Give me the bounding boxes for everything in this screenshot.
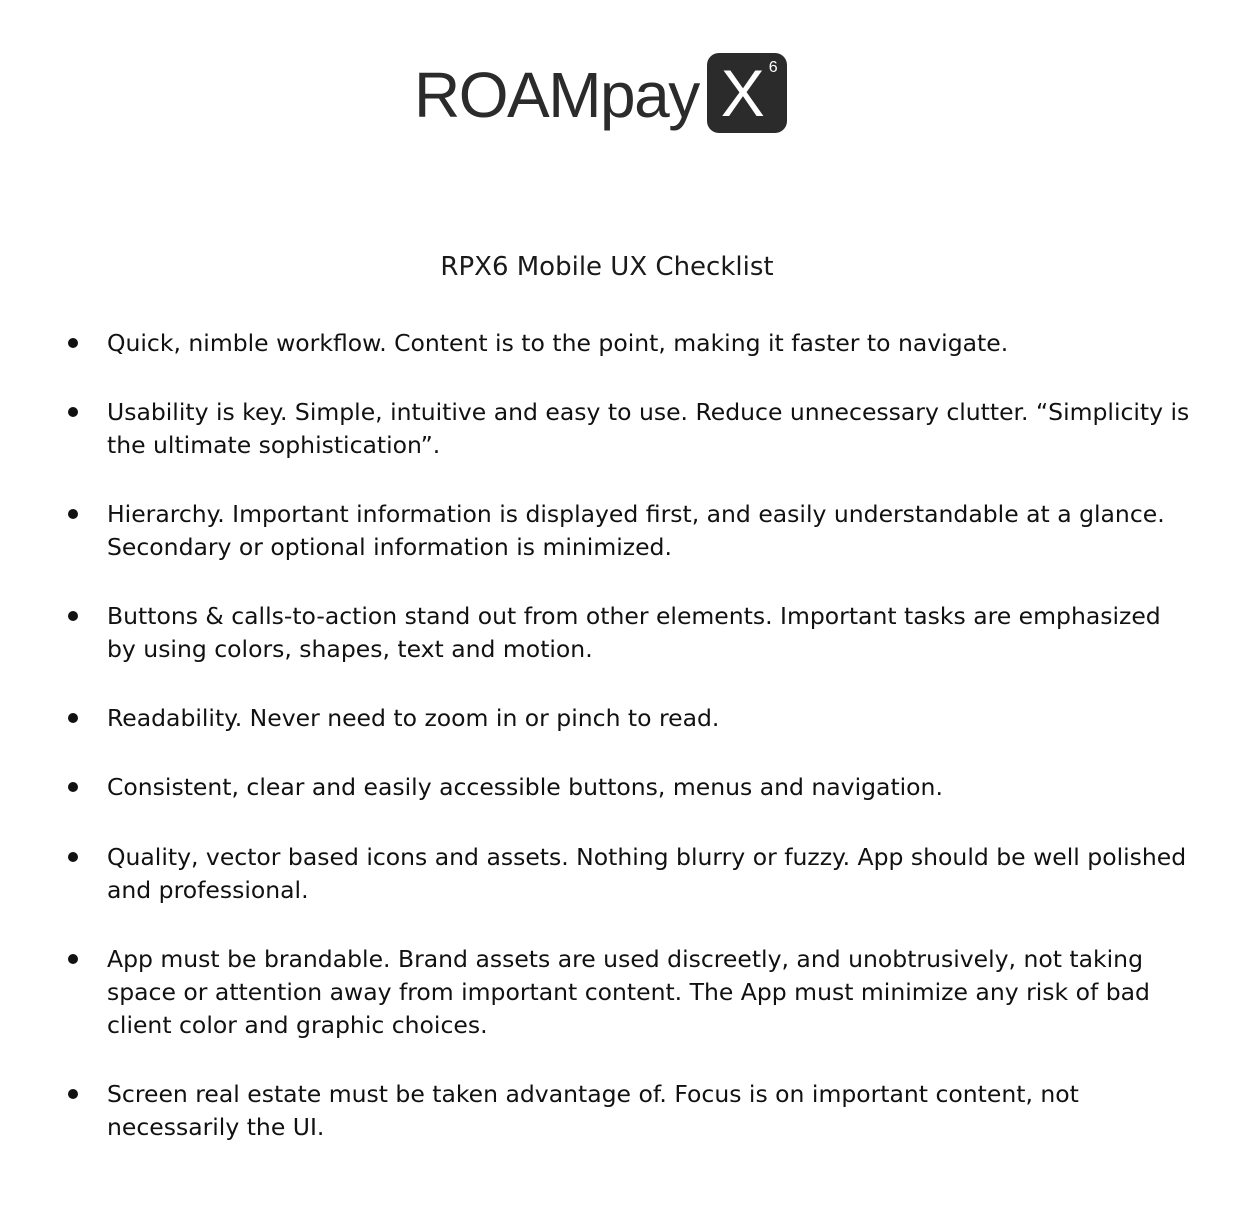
checklist-item-text: Quality, vector based icons and assets. Nothing blurry or fuzzy. App should be well polished and professional. [107,843,1187,904]
logo-badge-superscript: 6 [768,59,778,76]
logo-wordmark: ROAMpay [414,59,699,131]
bullet-icon [68,338,78,348]
logo-badge [707,53,787,133]
checklist-item [107,327,1197,360]
checklist-item [107,943,1197,1042]
page-title: RPX6 Mobile UX Checklist [440,252,774,282]
checklist-item [107,396,1197,462]
checklist-item-text: Consistent, clear and easily accessible buttons, menus and navigation. [107,773,943,801]
checklist-item-text: Usability is key. Simple, intuitive and easy to use. Reduce unnecessary clutter. “Simplicity is the ultimate sophistication”. [107,398,1190,459]
bullet-icon [68,509,78,519]
checklist-item-text: Readability. Never need to zoom in or pinch to read. [107,704,720,732]
checklist-item [107,600,1197,666]
bullet-icon [68,954,78,964]
roampay-logo [414,52,787,134]
bullet-icon [68,407,78,417]
bullet-icon [68,1089,78,1099]
checklist-item-text: Buttons & calls-to-action stand out from other elements. Important tasks are emphasized by using colors, shapes, text and motion. [107,602,1161,663]
checklist-item-text: App must be brandable. Brand assets are used discreetly, and unobtrusively, not taking space or attention away from important content. The App must minimize any risk of bad client color and graphic choices. [107,945,1150,1039]
checklist-item [107,702,1197,735]
logo-badge-letter: X [720,56,765,130]
bullet-icon [68,852,78,862]
checklist-item [107,771,1197,804]
bullet-icon [68,782,78,792]
checklist-item [107,841,1197,907]
bullet-icon [68,713,78,723]
checklist-item [107,1078,1197,1144]
checklist-item [107,498,1197,564]
checklist-item-text: Hierarchy. Important information is displayed first, and easily understandable at a glance. Secondary or optional information is minimized. [107,500,1165,561]
checklist-item-text: Quick, nimble workflow. Content is to the point, making it faster to navigate. [107,329,1009,357]
bullet-icon [68,611,78,621]
checklist-item-text: Screen real estate must be taken advantage of. Focus is on important content, not necessarily the UI. [107,1080,1079,1141]
